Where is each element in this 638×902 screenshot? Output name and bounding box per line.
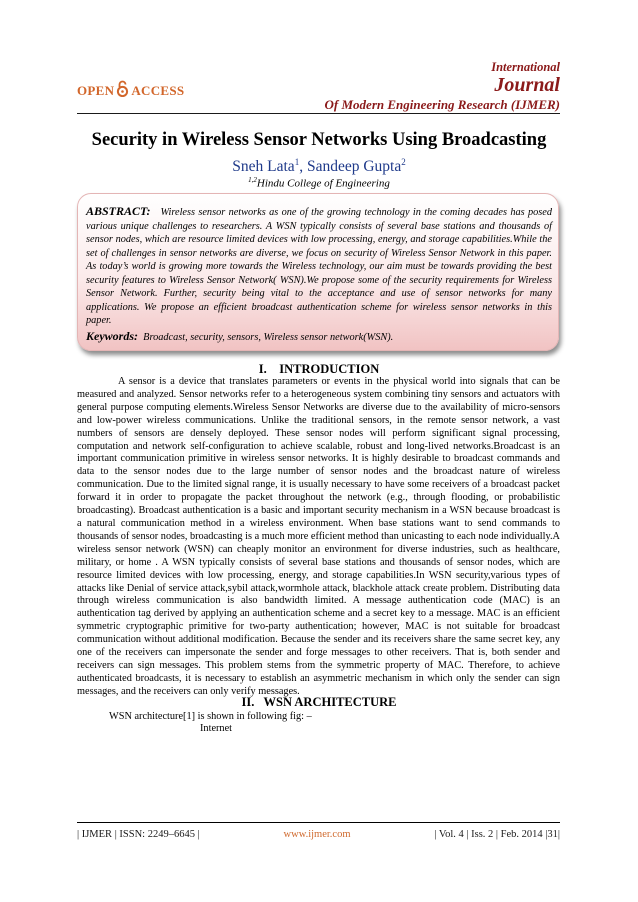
affiliation-sup: 1,2 bbox=[248, 176, 257, 184]
paper-title: Security in Wireless Sensor Networks Using Broadcasting bbox=[91, 130, 547, 150]
journal-line-journal: Journal bbox=[494, 74, 560, 96]
footer-website-link[interactable]: www.ijmer.com bbox=[283, 829, 351, 840]
open-access-left: OPEN bbox=[77, 82, 115, 98]
keywords-label: Keywords: bbox=[86, 329, 138, 343]
section-heading-introduction: I. INTRODUCTION bbox=[258, 362, 380, 376]
keywords bbox=[86, 329, 552, 344]
introduction-paragraph: A sensor is a device that translates parameters or events in the physical world into signals that can be measured and analyzed. Sensor networks refer to a heterogeneous system combining tiny sensors and actuators with general purpose computing elements.Wireless Sensor Networks are diverse due to the availability of micro-sensors and low-power wireless communications. Unlike the traditional sensors, in the remote sensor network, a vast numbers of sensors are densely deployed. These sensor nodes will perform significant signal processing, computation and network self-configuration to achieve scalable, robust and long-lived networks.Broadcast is an important communication primitive in wireless sensor networks. It is highly desirable to broadcast commands and data to the sensor nodes due to the large number of sensor nodes and the broadcast nature of wireless communication. Due to the limited signal range, it is usually necessary to have some receivers of a broadcast packet forward it in order to propagate the packet throughout the network (e.g., through flooding, or probabilistic broadcasting). Broadcast authentication is a basic and important security mechanism in a WSN because broadcast is a natural communication method in a wireless environment. When base stations want to send commands to thousands of sensor nodes, broadcasting is a much more efficient method than unicasting to each node individually.A wireless sensor network (WSN) can cheaply monitor an environment for diverse industries, such as healthcare, military, or home . A WSN typically consists of several base stations and thousands of sensor nodes, which are resource limited devices with low processing, energy, and storage capabilities.In WSN security,various types of attacks like Denial of service attack,sybil attack,wormhole attack, blackhole attack create problem. Distributing data through wireless communication is also bandwidth limited. A message authentication code (MAC) is an authentication tag derived by applying an authentication scheme and a secret key to a message. MAC is an efficient symmetric cryptographic primitive for two-party authentication; however, MAC is not suitable for broadcast communication without additional modification. Because the sender and its receivers share the same secret key, any one of the receivers can impersonate the sender and forge messages to other receivers. That is, both sender and receivers can sign messages. This problem stems from the symmetric property of MAC. Therefore, to achieve authenticated broadcasts, it is necessary to establish an asymmetric mechanism in which only the sender can sign messages, and the receivers can only verify messages. bbox=[77, 376, 560, 697]
journal-line-name: Of Modern Engineering Research (IJMER) bbox=[324, 97, 560, 112]
architecture-text: WSN architecture[1] is shown in following fig: – bbox=[109, 711, 312, 722]
author-1-sup: 1 bbox=[294, 157, 300, 167]
open-access-logo bbox=[77, 80, 184, 101]
paper-authors bbox=[0, 157, 638, 176]
affiliation bbox=[0, 176, 638, 190]
author-1: Sneh Lata bbox=[232, 158, 295, 176]
section-heading-architecture: II. WSN ARCHITECTURE bbox=[241, 695, 397, 709]
author-2: Sandeep Gupta bbox=[306, 158, 402, 176]
figure-label-internet: Internet bbox=[200, 723, 233, 734]
affiliation-text: Hindu College of Engineering bbox=[256, 177, 390, 190]
header-divider bbox=[77, 113, 560, 114]
footer-divider bbox=[77, 822, 560, 823]
introduction-body bbox=[77, 376, 560, 699]
page-footer bbox=[77, 829, 560, 840]
footer-volume: | Vol. 4 | Iss. 2 | Feb. 2014 |31| bbox=[434, 829, 560, 840]
footer-issn: | IJMER | ISSN: 2249–6645 | bbox=[77, 829, 200, 840]
author-separator: , bbox=[299, 158, 307, 176]
abstract-label: ABSTRACT: bbox=[86, 204, 151, 218]
abstract-text: Wireless sensor networks as one of the growing technology in the coming decades has posed various unique challenges to researchers. A WSN typically consists of several base stations and thousands of sensor nodes, which are resource limited devices with low processing, energy, and storage capabilities.While the set of challenges in sensor networks are diverse, we focus on security of Wireless Sensor Network in this paper. As today’s world is growing more towards the Wireless technology, our aim must be towards providing the best security features to Wireless Sensor Network( WSN).We propose some of the security requirements for Wireless Sensor Network. Further, security being vital to the acceptance and use of sensor networks for many applications. We propose an efficient broadcast authentication scheme for wireless sensor networks in this paper. bbox=[86, 207, 552, 326]
open-access-right: ACCESS bbox=[131, 82, 185, 98]
keywords-text: Broadcast, security, sensors, Wireless sensor network(WSN). bbox=[143, 332, 394, 343]
journal-line-international: International bbox=[491, 60, 560, 74]
open-lock-icon bbox=[116, 80, 129, 101]
abstract bbox=[86, 205, 552, 328]
author-2-sup: 2 bbox=[401, 157, 406, 167]
